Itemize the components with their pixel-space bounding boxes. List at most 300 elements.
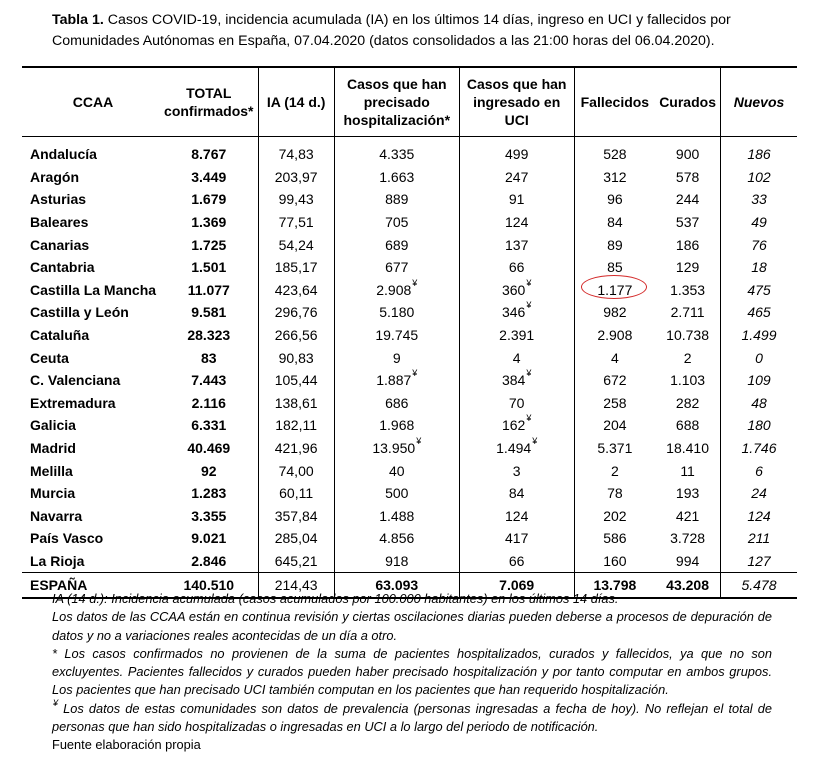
- cell-ia-value: 90,83: [278, 349, 314, 366]
- cell-uci-value: 417: [505, 530, 529, 547]
- cell-uci-value: 91: [508, 191, 525, 208]
- cell-total-value: 9.581: [191, 304, 227, 321]
- cell-hospitalizacion-value: 500: [385, 485, 409, 502]
- cell-uci-value: 66: [508, 259, 525, 276]
- cell-nuevos: [720, 346, 797, 369]
- cell-uci: [459, 414, 574, 437]
- cell-uci: [459, 233, 574, 256]
- cell-ccaa-value: País Vasco: [30, 530, 104, 547]
- cell-ccaa: [22, 233, 160, 256]
- cell-hospitalizacion-value: 4.335: [379, 146, 415, 163]
- cell-ia-value: 185,17: [274, 259, 318, 276]
- cell-uci-value: 137: [505, 236, 529, 253]
- cell-ccaa-value: Murcia: [30, 485, 76, 502]
- cell-curados-value: 3.728: [670, 530, 706, 547]
- cell-uci: [459, 166, 574, 189]
- cell-ia-value: 182,11: [275, 417, 318, 434]
- prevalence-mark: ¥: [53, 697, 59, 708]
- table-row: [22, 527, 797, 550]
- cell-curados-value: 193: [675, 485, 700, 502]
- cell-hospitalizacion: [334, 279, 459, 302]
- cell-total: [160, 437, 258, 460]
- cell-total-value: 2.846: [191, 552, 227, 569]
- cell-fallecidos: [574, 550, 655, 573]
- cell-ccaa: [22, 437, 160, 460]
- cell-nuevos-value: 6: [755, 462, 763, 479]
- cell-uci: [459, 211, 574, 234]
- covid-table: [22, 66, 797, 599]
- cell-curados-value: 1.103: [670, 372, 706, 389]
- cell-hospitalizacion: [334, 527, 459, 550]
- cell-hospitalizacion-value: 1.968: [379, 417, 415, 434]
- cell-uci: [459, 437, 574, 460]
- cell-ia-value: 421,96: [274, 440, 318, 457]
- cell-total: [160, 211, 258, 234]
- cell-ia: [258, 256, 334, 279]
- cell-fallecidos: [574, 346, 655, 369]
- cell-hospitalizacion-value: 1.887: [376, 372, 412, 389]
- cell-fallecidos: [574, 459, 655, 482]
- cell-ccaa: [22, 550, 160, 573]
- cell-fallecidos-value: 96: [607, 191, 623, 208]
- cell-ia-value: 105,44: [274, 372, 318, 389]
- cell-fallecidos: [574, 166, 655, 189]
- cell-fallecidos-value: 4: [610, 349, 619, 366]
- cell-curados: [655, 437, 720, 460]
- cell-total-value: 92: [200, 462, 217, 479]
- table-notes: [52, 590, 772, 755]
- cell-hospitalizacion: [334, 414, 459, 437]
- cell-curados-value: 10.738: [666, 327, 709, 344]
- cell-uci-value: 70: [508, 394, 525, 411]
- cell-nuevos-value: 1.746: [741, 440, 777, 457]
- cell-curados: [655, 550, 720, 573]
- cell-ccaa-value: C. Valenciana: [30, 372, 121, 389]
- cell-uci: [459, 392, 574, 415]
- cell-ia: [258, 392, 334, 415]
- cell-fallecidos-value: 85: [607, 259, 623, 276]
- cell-curados: [655, 279, 720, 302]
- cell-curados-value: 688: [675, 417, 700, 434]
- cell-total: [160, 324, 258, 347]
- cell-hospitalizacion-value: 1.663: [379, 168, 415, 185]
- cell-hospitalizacion: 63.093: [334, 573, 459, 599]
- cell-uci: [459, 369, 574, 392]
- cell-ccaa: [22, 346, 160, 369]
- cell-hospitalizacion-value: 705: [385, 214, 409, 231]
- table-row: [22, 369, 797, 392]
- cell-hospitalizacion: [334, 188, 459, 211]
- cell-total: [160, 346, 258, 369]
- cell-ia-value: 138,61: [274, 394, 318, 411]
- cell-hospitalizacion: [334, 505, 459, 528]
- cell-total-value: 40.469: [187, 440, 231, 457]
- cell-fallecidos-value: 89: [607, 236, 623, 253]
- cell-curados-value: 186: [675, 236, 700, 253]
- cell-fallecidos: [574, 137, 655, 166]
- cell-hospitalizacion-value: 689: [385, 236, 409, 253]
- cell-nuevos-value: 33: [751, 191, 767, 208]
- prevalence-mark: ¥: [526, 300, 532, 311]
- cell-ccaa: [22, 392, 160, 415]
- cell-ia-value: 645,21: [274, 552, 318, 569]
- cell-uci: [459, 482, 574, 505]
- table-row: [22, 188, 797, 211]
- cell-fallecidos: 13.798: [574, 573, 655, 599]
- cell-ccaa-value: Extremadura: [30, 394, 116, 411]
- cell-ccaa-value: Galicia: [30, 417, 76, 434]
- cell-hospitalizacion: [334, 137, 459, 166]
- cell-nuevos: [720, 369, 797, 392]
- cell-nuevos-value: 127: [747, 552, 771, 569]
- cell-nuevos: [720, 166, 797, 189]
- cell-ccaa: [22, 279, 160, 302]
- cell-total: [160, 369, 258, 392]
- cell-ccaa: ESPAÑA: [22, 573, 160, 599]
- cell-total: [160, 166, 258, 189]
- table-row: [22, 459, 797, 482]
- cell-total: [160, 301, 258, 324]
- cell-total-value: 1.283: [191, 485, 227, 502]
- table-row: [22, 211, 797, 234]
- cell-ia-value: 357,84: [274, 507, 318, 524]
- header-fallecidos: Fallecidos: [574, 67, 655, 137]
- cell-nuevos-value: 1.499: [741, 327, 777, 344]
- cell-hospitalizacion: [334, 256, 459, 279]
- cell-hospitalizacion: [334, 550, 459, 573]
- cell-curados: [655, 211, 720, 234]
- cell-ccaa-value: Asturias: [30, 191, 87, 208]
- header-ia: IA (14 d.): [258, 67, 334, 137]
- cell-total: [160, 188, 258, 211]
- cell-curados: 43.208: [655, 573, 720, 599]
- cell-ccaa: [22, 482, 160, 505]
- cell-hospitalizacion: [334, 233, 459, 256]
- note-prevalencia-text: Los datos de estas comunidades son datos de prevalencia (personas ingresadas a fecha de hoy). No reflejan el total de personas que han sido hospitalizadas o ingresadas en UCI a lo largo del periodo de notificación.: [52, 700, 772, 735]
- cell-nuevos: [720, 256, 797, 279]
- cell-curados-value: 994: [675, 552, 700, 569]
- cell-ccaa-value: Castilla La Mancha: [30, 281, 157, 298]
- cell-ia: [258, 279, 334, 302]
- note-fuente: Fuente elaboración propia: [52, 737, 201, 753]
- cell-fallecidos: [574, 505, 655, 528]
- cell-ia: [258, 301, 334, 324]
- highlighted-value: [597, 280, 632, 300]
- cell-curados: [655, 346, 720, 369]
- cell-nuevos: [720, 279, 797, 302]
- table-row: [22, 301, 797, 324]
- header-total: TOTAL confirmados*: [160, 67, 258, 137]
- cell-uci-value: 346: [501, 304, 526, 321]
- cell-curados-value: 244: [675, 191, 700, 208]
- cell-hospitalizacion: [334, 369, 459, 392]
- cell-ia: [258, 482, 334, 505]
- cell-hospitalizacion-value: 4.856: [379, 530, 415, 547]
- cell-fallecidos: [574, 482, 655, 505]
- table-row: [22, 505, 797, 528]
- cell-ia: [258, 211, 334, 234]
- cell-fallecidos-value: 258: [603, 394, 627, 411]
- cell-nuevos-value: 124: [747, 507, 771, 524]
- cell-fallecidos: [574, 211, 655, 234]
- header-uci: Casos que han ingresado en UCI: [459, 67, 574, 137]
- note-prevalencia: [52, 697, 772, 737]
- cell-ccaa: [22, 527, 160, 550]
- cell-fallecidos-value: 84: [607, 214, 623, 231]
- cell-nuevos-value: 465: [747, 304, 771, 321]
- cell-ccaa-value: Navarra: [30, 507, 83, 524]
- cell-uci-value: 66: [508, 552, 525, 569]
- cell-nuevos-value: 18: [751, 259, 767, 276]
- cell-curados: [655, 324, 720, 347]
- cell-ia: [258, 527, 334, 550]
- table-row: [22, 137, 797, 166]
- cell-total-value: 11.077: [187, 281, 230, 298]
- cell-uci-value: 3: [512, 462, 521, 479]
- cell-nuevos-value: 475: [747, 281, 771, 298]
- cell-nuevos: [720, 233, 797, 256]
- cell-ia: [258, 166, 334, 189]
- cell-ia: [258, 188, 334, 211]
- cell-hospitalizacion-value: 5.180: [379, 304, 415, 321]
- cell-fallecidos-value: 5.371: [597, 440, 633, 457]
- cell-curados-value: 900: [675, 146, 700, 163]
- cell-nuevos: [720, 437, 797, 460]
- cell-total-value: 2.116: [191, 394, 226, 411]
- cell-hospitalizacion-value: 19.745: [375, 327, 419, 344]
- cell-total: [160, 392, 258, 415]
- header-ccaa: CCAA: [22, 67, 160, 137]
- cell-curados-value: 11: [680, 462, 695, 479]
- table-row: [22, 414, 797, 437]
- header-nuevos: Nuevos: [720, 67, 797, 137]
- prevalence-mark: ¥: [416, 436, 422, 447]
- cell-curados: [655, 527, 720, 550]
- header-curados: Curados: [655, 67, 720, 137]
- cell-uci: [459, 346, 574, 369]
- cell-ccaa: [22, 369, 160, 392]
- prevalence-mark: ¥: [526, 413, 532, 424]
- cell-uci-value: 2.391: [499, 327, 535, 344]
- cell-nuevos: 5.478: [720, 573, 797, 599]
- cell-ia: [258, 437, 334, 460]
- cell-ia-value: 203,97: [274, 168, 318, 185]
- cell-fallecidos-value: 2: [610, 462, 619, 479]
- cell-curados: [655, 459, 720, 482]
- cell-ccaa: [22, 459, 160, 482]
- cell-ia: [258, 414, 334, 437]
- cell-fallecidos: [574, 392, 655, 415]
- cell-hospitalizacion: [334, 211, 459, 234]
- cell-hospitalizacion-value: 40: [388, 462, 405, 479]
- cell-uci-value: 162: [501, 417, 526, 434]
- note-revision: Los datos de las CCAA están en continua revisión y ciertas oscilaciones diarias pueden deberse a procesos de depuración de datos y no a variaciones reales acontecidas de un día a otro.: [52, 609, 772, 643]
- cell-ccaa-value: Cataluña: [30, 327, 90, 344]
- cell-ccaa-value: La Rioja: [30, 552, 85, 569]
- cell-ia-value: 54,24: [278, 236, 314, 253]
- cell-total-value: 3.449: [191, 168, 227, 185]
- cell-uci-value: 360: [501, 281, 526, 298]
- caption-line-2: Comunidades Autónomas en España, 07.04.2020 (datos consolidados a las 21:00 horas del 06.04.2020).: [52, 33, 715, 49]
- cell-hospitalizacion-value: 13.950: [372, 440, 416, 457]
- cell-curados: [655, 166, 720, 189]
- cell-ia: [258, 459, 334, 482]
- cell-curados: [655, 137, 720, 166]
- caption-label: Tabla 1.: [52, 12, 104, 28]
- cell-total-value: 83: [200, 349, 217, 366]
- cell-uci: [459, 256, 574, 279]
- cell-ccaa-value: Ceuta: [30, 349, 69, 366]
- cell-nuevos: [720, 211, 797, 234]
- cell-hospitalizacion-value: 2.908: [376, 281, 412, 298]
- cell-ia-value: 99,43: [278, 191, 314, 208]
- cell-fallecidos: [574, 233, 655, 256]
- cell-nuevos: [720, 188, 797, 211]
- cell-fallecidos: [574, 279, 655, 302]
- cell-total-value: 9.021: [191, 530, 227, 547]
- table-body: [22, 137, 797, 573]
- note-confirmados: * Los casos confirmados no provienen de la suma de pacientes hospitalizados, curados y fallecidos, ya que no son excluyentes. Pacientes fallecidos y curados pueden haber precisado hospitalización y por tanto computar en ambos grupos. Los pacientes que han precisado UCI también computan en los pacientes que han requerido hospitalización.: [52, 645, 772, 698]
- cell-total-value: 8.767: [191, 146, 227, 163]
- cell-total: [160, 137, 258, 166]
- cell-total-value: 7.443: [191, 372, 227, 389]
- cell-total-value: 28.323: [187, 327, 231, 344]
- cell-nuevos-value: 186: [747, 146, 771, 163]
- cell-nuevos-value: 180: [747, 417, 771, 434]
- table-row: [22, 256, 797, 279]
- cell-ccaa: [22, 324, 160, 347]
- cell-fallecidos-value: 982: [603, 304, 627, 321]
- cell-nuevos-value: 24: [751, 485, 767, 502]
- cell-nuevos-value: 102: [747, 168, 771, 185]
- cell-uci-value: 124: [505, 214, 529, 231]
- cell-nuevos-value: 0: [755, 349, 763, 366]
- cell-fallecidos-value: 160: [603, 552, 627, 569]
- cell-uci: [459, 279, 574, 302]
- table-caption: [52, 10, 812, 52]
- cell-curados: [655, 256, 720, 279]
- cell-nuevos: [720, 324, 797, 347]
- cell-fallecidos-value: 312: [603, 168, 627, 185]
- cell-uci: [459, 505, 574, 528]
- cell-uci: [459, 527, 574, 550]
- cell-uci-value: 84: [508, 485, 525, 502]
- cell-uci-value: 4: [512, 349, 521, 366]
- cell-fallecidos-value: 204: [603, 417, 627, 434]
- cell-ia-value: 266,56: [274, 327, 318, 344]
- cell-ia: [258, 324, 334, 347]
- cell-ccaa-value: Andalucía: [30, 146, 97, 163]
- cell-fallecidos: [574, 188, 655, 211]
- prevalence-mark: ¥: [412, 277, 418, 288]
- cell-nuevos-value: 76: [751, 236, 767, 253]
- cell-curados-value: 2: [683, 349, 692, 366]
- table-header: [22, 67, 797, 137]
- cell-ia: [258, 369, 334, 392]
- cell-ia: [258, 550, 334, 573]
- cell-hospitalizacion: [334, 392, 459, 415]
- cell-fallecidos-value: 78: [607, 485, 623, 502]
- cell-ccaa: [22, 256, 160, 279]
- cell-hospitalizacion-value: 1.488: [379, 507, 415, 524]
- cell-ccaa: [22, 301, 160, 324]
- cell-curados-value: 537: [675, 214, 700, 231]
- cell-curados: [655, 369, 720, 392]
- cell-hospitalizacion-value: 677: [385, 259, 409, 276]
- cell-hospitalizacion: [334, 324, 459, 347]
- cell-curados: [655, 188, 720, 211]
- cell-ccaa-value: Canarias: [30, 236, 90, 253]
- cell-fallecidos-value: 586: [603, 530, 627, 547]
- cell-nuevos: [720, 482, 797, 505]
- cell-hospitalizacion: [334, 346, 459, 369]
- cell-ccaa-value: Castilla y León: [30, 304, 129, 321]
- cell-nuevos: [720, 550, 797, 573]
- cell-total-value: 1.725: [191, 236, 227, 253]
- cell-nuevos-value: 109: [747, 372, 771, 389]
- cell-total-value: 1.501: [191, 259, 227, 276]
- cell-fallecidos: [574, 369, 655, 392]
- header-hospitalizacion: Casos que han precisado hospitalización*: [334, 67, 459, 137]
- cell-ia: [258, 233, 334, 256]
- cell-ia: [258, 346, 334, 369]
- cell-curados: [655, 392, 720, 415]
- table-row: [22, 233, 797, 256]
- table-row: [22, 166, 797, 189]
- cell-fallecidos: [574, 324, 655, 347]
- cell-fallecidos-value: 202: [603, 507, 627, 524]
- cell-ia: [258, 137, 334, 166]
- cell-hospitalizacion-value: 686: [385, 394, 409, 411]
- cell-curados-value: 18.410: [666, 440, 709, 457]
- prevalence-mark: ¥: [526, 368, 532, 379]
- cell-ia-value: 74,00: [278, 462, 314, 479]
- cell-fallecidos: [574, 437, 655, 460]
- table-row: [22, 437, 797, 460]
- cell-hospitalizacion: [334, 459, 459, 482]
- cell-curados-value: 2.711: [670, 304, 705, 321]
- cell-nuevos-value: 48: [751, 394, 767, 411]
- cell-ccaa-value: Cantabria: [30, 259, 95, 276]
- cell-ccaa-value: Baleares: [30, 214, 89, 231]
- cell-curados: [655, 482, 720, 505]
- cell-total: [160, 233, 258, 256]
- cell-hospitalizacion: [334, 166, 459, 189]
- cell-uci: [459, 324, 574, 347]
- cell-fallecidos-value: 1.177: [597, 281, 633, 298]
- cell-nuevos-value: 49: [751, 214, 767, 231]
- table-row: [22, 324, 797, 347]
- cell-curados: [655, 414, 720, 437]
- cell-ia-value: 296,76: [274, 304, 318, 321]
- cell-uci: [459, 459, 574, 482]
- cell-total-value: 3.355: [191, 507, 227, 524]
- cell-nuevos: [720, 301, 797, 324]
- cell-hospitalizacion-value: 918: [385, 552, 409, 569]
- cell-ccaa: [22, 505, 160, 528]
- cell-ccaa: [22, 188, 160, 211]
- cell-fallecidos: [574, 527, 655, 550]
- cell-hospitalizacion: [334, 437, 459, 460]
- cell-total: [160, 256, 258, 279]
- cell-curados: [655, 505, 720, 528]
- cell-fallecidos-value: 528: [603, 146, 627, 163]
- cell-uci: [459, 550, 574, 573]
- cell-total: 140.510: [160, 573, 258, 599]
- cell-total: [160, 279, 258, 302]
- cell-fallecidos-value: 672: [603, 372, 627, 389]
- table-row: [22, 482, 797, 505]
